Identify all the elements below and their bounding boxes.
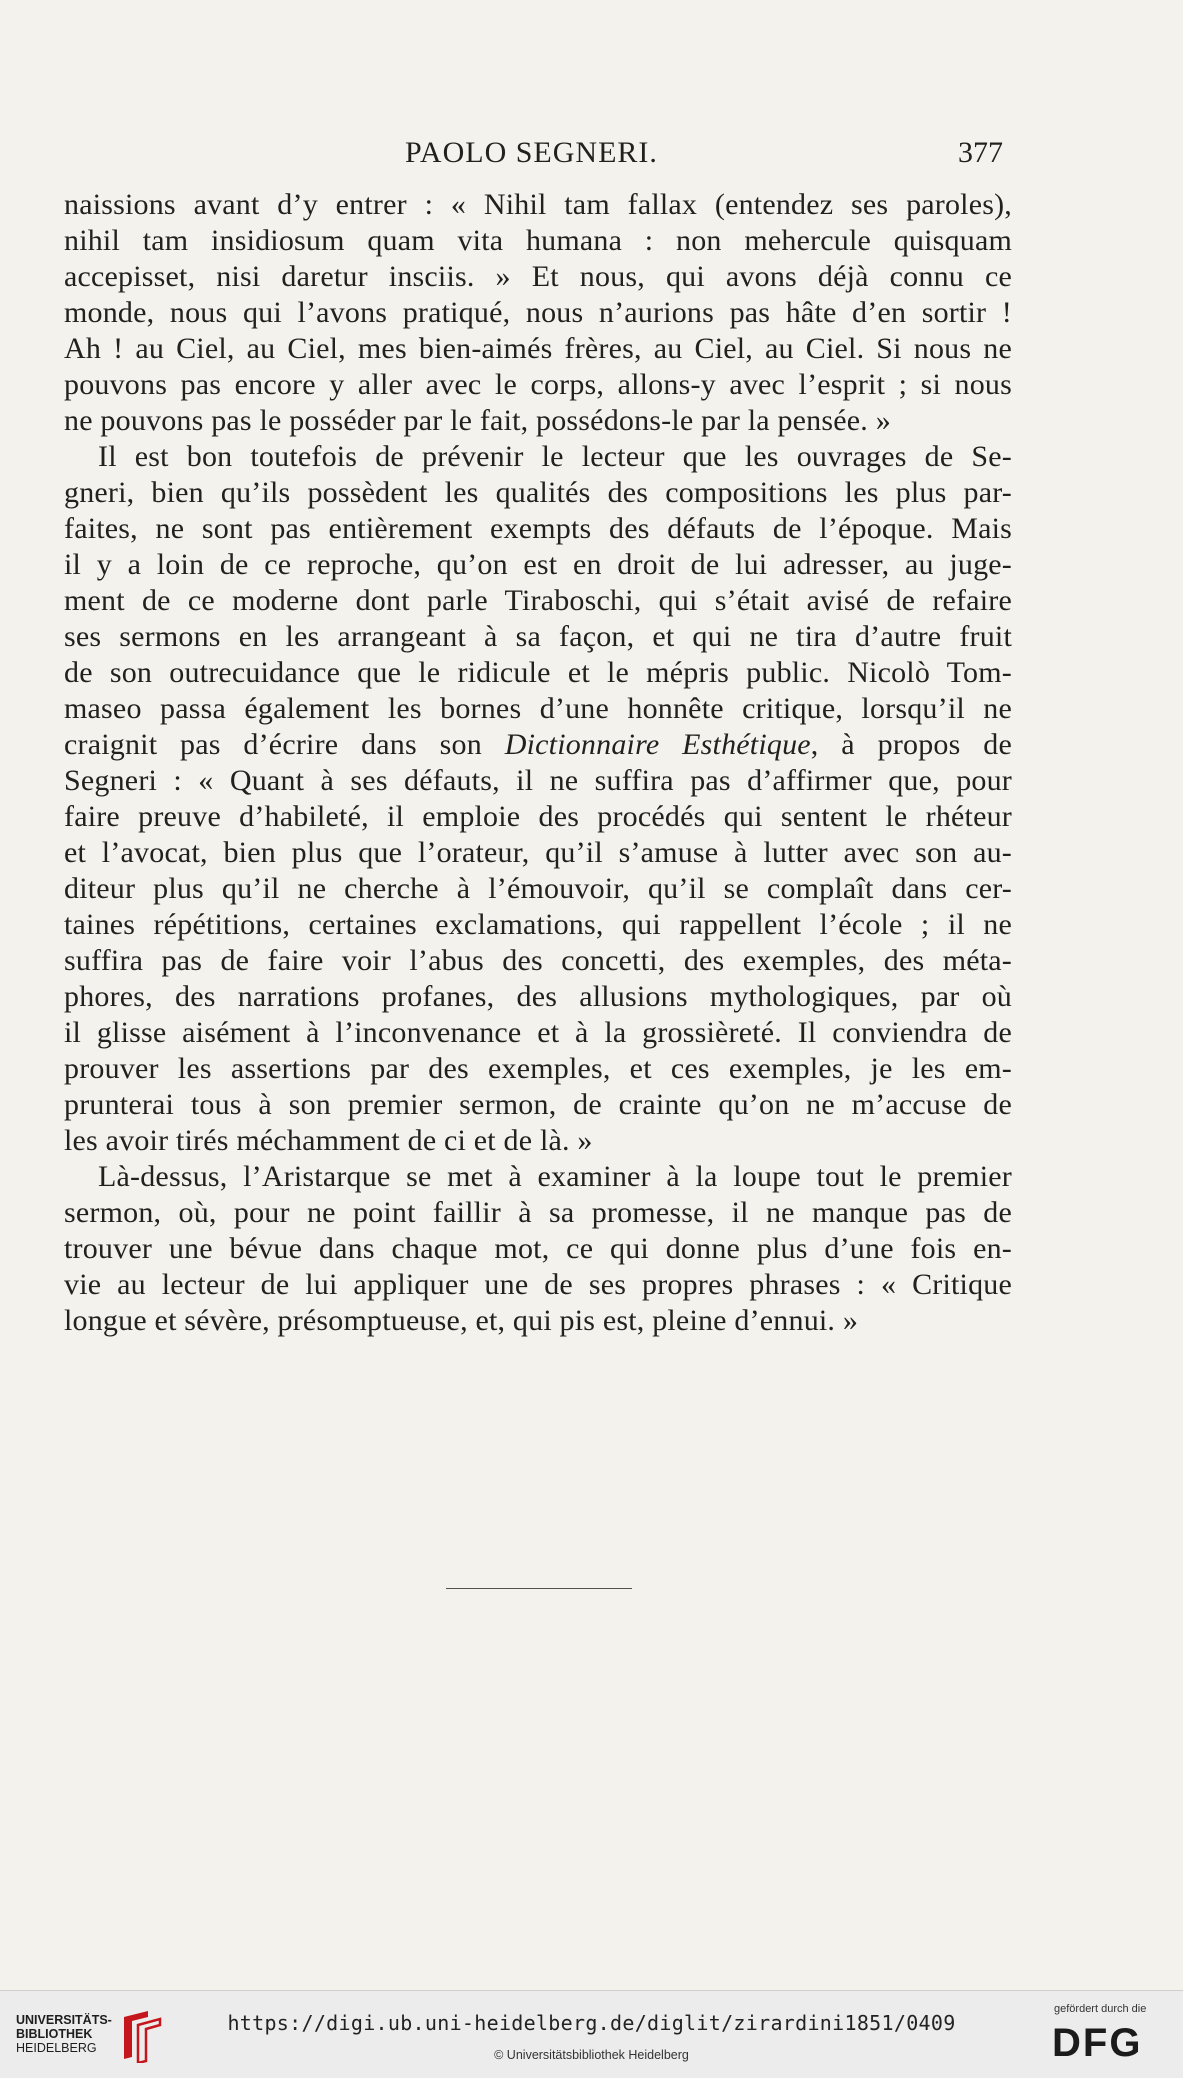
text-line: Il est bon toutefois de prévenir le lecteur que les ouvrages de Se- bbox=[98, 440, 1012, 473]
text-line: faire preuve d’habileté, il emploie des procédés qui sentent le rhéteur bbox=[64, 800, 1012, 833]
text-line: ses sermons en les arrangeant à sa façon, et qui ne tira d’autre fruit bbox=[64, 620, 1012, 653]
page-number: 377 bbox=[958, 136, 1003, 169]
running-title: PAOLO SEGNERI. bbox=[405, 136, 658, 169]
running-head bbox=[0, 136, 1183, 176]
text-segment: , à propos de bbox=[810, 728, 1013, 761]
text-line: nihil tam insidiosum quam vita humana : non mehercule quisquam bbox=[64, 224, 1012, 257]
text-line: et l’avocat, bien plus que l’orateur, qu’il s’amuse à lutter avec son au- bbox=[64, 836, 1012, 869]
text-line: pouvons pas encore y aller avec le corps, allons-y avec l’esprit ; si nous bbox=[64, 368, 1012, 401]
copyright-notice: © Universitätsbibliothek Heidelberg bbox=[494, 2048, 689, 2062]
text-line: Là-dessus, l’Aristarque se met à examiner à la loupe tout le premier bbox=[98, 1160, 1012, 1193]
text-line: monde, nous qui l’avons pratiqué, nous n’aurions pas hâte d’en sortir ! bbox=[64, 296, 1012, 329]
library-name-line: BIBLIOTHEK bbox=[16, 2027, 93, 2041]
text-line: sermon, où, pour ne point faillir à sa promesse, il ne manque pas de bbox=[64, 1196, 1012, 1229]
section-end-rule bbox=[446, 1588, 632, 1589]
text-line: Ah ! au Ciel, au Ciel, mes bien-aimés frères, au Ciel, au Ciel. Si nous ne bbox=[64, 332, 1012, 365]
text-line: de son outrecuidance que le ridicule et le mépris public. Nicolò Tom- bbox=[64, 656, 1012, 689]
permalink-url[interactable]: https://digi.ub.uni-heidelberg.de/diglit/zirardini1851/0409 bbox=[227, 2011, 956, 2035]
text-line: les avoir tirés méchamment de ci et de là. » bbox=[64, 1124, 593, 1157]
text-line: suffira pas de faire voir l’abus des concetti, des exemples, des méta- bbox=[64, 944, 1012, 977]
text-line: phores, des narrations profanes, des allusions mythologiques, par où bbox=[64, 980, 1012, 1013]
text-line: ment de ce moderne dont parle Tiraboschi, qui s’était avisé de refaire bbox=[64, 584, 1012, 617]
text-line: trouver une bévue dans chaque mot, ce qui donne plus d’une fois en- bbox=[64, 1232, 1012, 1265]
italic-book-title: Dictionnaire Esthétique bbox=[504, 728, 811, 761]
text-line: maseo passa également les bornes d’une honnête critique, lorsqu’il ne bbox=[64, 692, 1012, 725]
text-segment: craignit pas d’écrire dans son bbox=[64, 728, 505, 761]
text-line-with-title bbox=[64, 727, 1012, 763]
viewer-footer bbox=[0, 1990, 1183, 2078]
text-line: ne pouvons pas le posséder par le fait, possédons-le par la pensée. » bbox=[64, 404, 891, 437]
library-name-line: UNIVERSITÄTS- bbox=[16, 2013, 112, 2027]
body-text bbox=[64, 187, 1012, 1339]
text-line: gneri, bien qu’ils possèdent les qualités des compositions les plus par- bbox=[64, 476, 1012, 509]
library-name-line: HEIDELBERG bbox=[16, 2041, 97, 2055]
funded-by-label: gefördert durch die bbox=[1054, 2003, 1147, 2015]
text-line: taines répétitions, certaines exclamations, qui rappellent l’école ; il ne bbox=[64, 908, 1012, 941]
text-line: diteur plus qu’il ne cherche à l’émouvoir, qu’il se complaît dans cer- bbox=[64, 872, 1012, 905]
text-line: Segneri : « Quant à ses défauts, il ne suffira pas d’affirmer que, pour bbox=[64, 764, 1012, 797]
text-line: longue et sévère, présomptueuse, et, qui pis est, pleine d’ennui. » bbox=[64, 1304, 859, 1337]
text-line: naissions avant d’y entrer : « Nihil tam fallax (entendez ses paroles), bbox=[64, 188, 1012, 221]
dfg-logo: DFG bbox=[1052, 2021, 1143, 2065]
text-line: il glisse aisément à l’inconvenance et à la grossièreté. Il conviendra de bbox=[64, 1016, 1012, 1049]
text-line: vie au lecteur de lui appliquer une de ses propres phrases : « Critique bbox=[64, 1268, 1012, 1301]
text-line: il y a loin de ce reproche, qu’on est en droit de lui adresser, au juge- bbox=[64, 548, 1012, 581]
text-line: accepisset, nisi daretur insciis. » Et nous, qui avons déjà connu ce bbox=[64, 260, 1012, 293]
text-line: faites, ne sont pas entièrement exempts des défauts de l’époque. Mais bbox=[64, 512, 1012, 545]
text-line: prouver les assertions par des exemples, et ces exemples, je les em- bbox=[64, 1052, 1012, 1085]
text-line: prunterai tous à son premier sermon, de crainte qu’on ne m’accuse de bbox=[64, 1088, 1012, 1121]
